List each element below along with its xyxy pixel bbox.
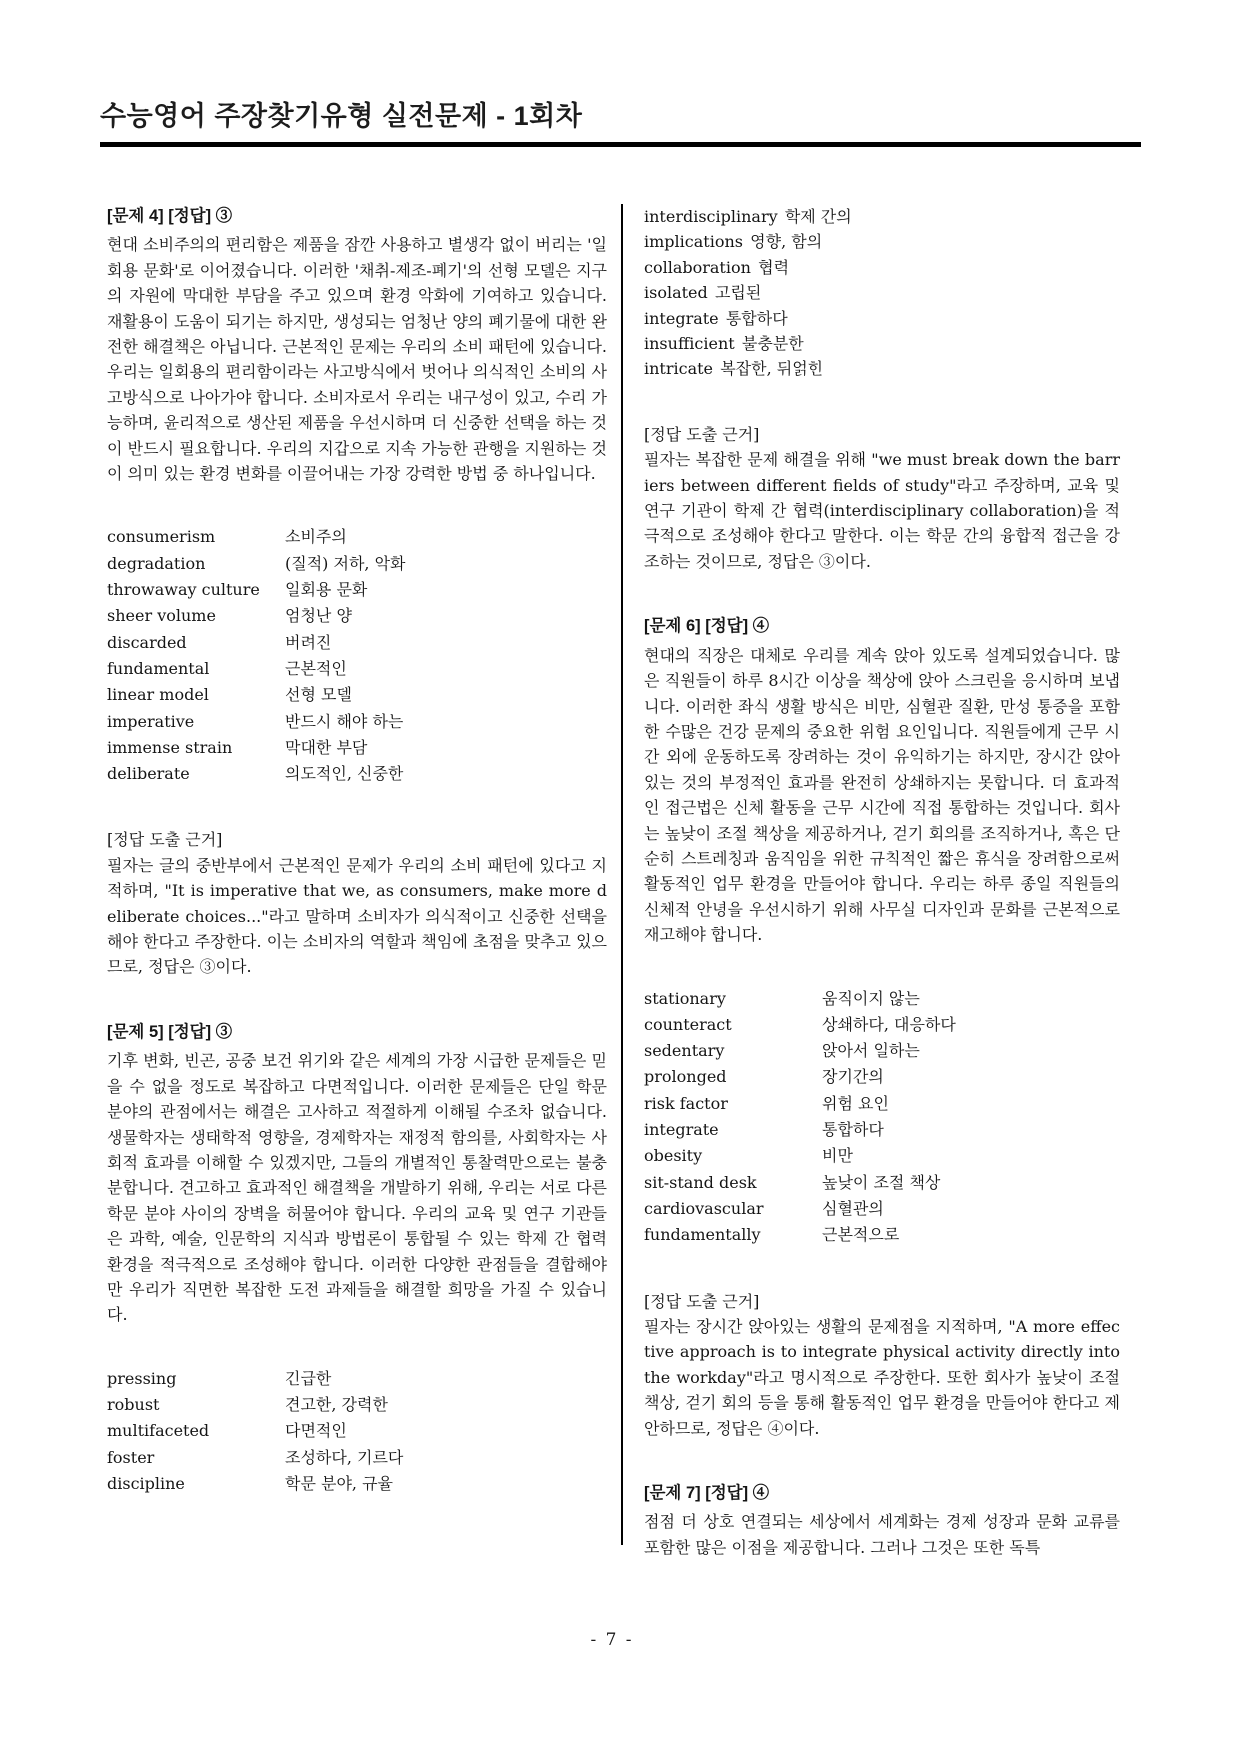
vocab-word: sedentary (644, 1041, 725, 1061)
vocab-meaning: 버려진 (285, 632, 332, 652)
vocab-row (644, 255, 1120, 280)
vocab-meaning: 앉아서 일하는 (822, 1041, 920, 1061)
vocab-row (107, 577, 607, 603)
vocab-meaning: 일회용 문화 (285, 580, 368, 600)
vocab-row (644, 1064, 1120, 1090)
vocab-word: sheer volume (107, 606, 216, 626)
vocab-meaning: 협력 (758, 257, 790, 277)
vocab-row (107, 682, 607, 708)
vocab-meaning: 불충분한 (741, 334, 804, 354)
vocab-row (107, 603, 607, 629)
vocab-row (107, 735, 607, 761)
vocab-word: intricate (644, 359, 714, 379)
vocab-row (107, 709, 607, 735)
vocab-word: deliberate (107, 764, 190, 784)
vocab-meaning: 영향, 함의 (750, 232, 823, 252)
vocab-word: collaboration (644, 257, 751, 277)
vocab-meaning: 막대한 부담 (285, 737, 368, 757)
vocab-word: multifaceted (107, 1421, 210, 1441)
page-header (100, 94, 1141, 133)
vocab-meaning: 상쇄하다, 대응하다 (822, 1014, 956, 1034)
vocab-word: linear model (107, 685, 209, 705)
vocab-row (644, 229, 1120, 254)
vocab-row (107, 1366, 607, 1392)
vocab-row (644, 1196, 1120, 1222)
vocab-word: cardiovascular (644, 1198, 764, 1218)
evidence-heading: [정답 도출 근거] (644, 1291, 760, 1311)
vocab-word: immense strain (107, 737, 233, 757)
vocab-row (644, 986, 1120, 1012)
body-paragraph: 필자는 복잡한 문제 해결을 위해 "we must break down the barriers between different fields of study"라고 주장하며, 교육 및 연구 기관이 학제 간 협력(interdisciplinary collaboration)을 적극적으로 조성해야 한다고 말한다. 이는 학문 간의 융합적 접근을 강조하는 것이므로, 정답은 ③이다. (644, 450, 1120, 571)
vocab-meaning: 선형 모델 (285, 685, 352, 705)
vocab-meaning: 높낮이 조절 책상 (822, 1172, 941, 1192)
evidence-heading: [정답 도출 근거] (107, 830, 223, 850)
vocab-meaning: 학제 간의 (784, 207, 852, 226)
vocab-meaning: 심혈관의 (822, 1198, 884, 1218)
evidence-heading: [정답 도출 근거] (644, 424, 760, 444)
vocab-word: pressing (107, 1368, 177, 1388)
vocab-word: discarded (107, 632, 187, 652)
document-title: 수능영어 주장찾기유형 실전문제 - 1회차 (100, 101, 583, 131)
vocab-word: stationary (644, 988, 726, 1008)
vocab-row (644, 280, 1120, 305)
page-footer (0, 1630, 1224, 1650)
vocab-word: counteract (644, 1014, 732, 1034)
vocab-word: foster (107, 1447, 155, 1467)
vocab-word: prolonged (644, 1067, 727, 1087)
vocab-meaning: 다면적인 (285, 1421, 347, 1441)
page-number: - 7 - (590, 1630, 634, 1650)
vocab-row (644, 1143, 1120, 1169)
vocab-row (107, 1471, 607, 1497)
vocab-word: throwaway culture (107, 580, 260, 600)
vocab-word: fundamentally (644, 1225, 761, 1245)
vocab-meaning: 위험 요인 (822, 1093, 889, 1113)
vocab-word: degradation (107, 553, 206, 573)
vocab-row (644, 356, 1120, 381)
vocab-meaning: 통합하다 (822, 1120, 884, 1140)
column-divider (621, 204, 623, 1545)
vocab-row (107, 630, 607, 656)
vocab-row (107, 1392, 607, 1418)
vocab-row (644, 1222, 1120, 1248)
problem-answer-heading: [문제 6] [정답] ④ (644, 617, 770, 636)
vocab-row (644, 1117, 1120, 1143)
vocab-meaning: 비만 (822, 1146, 853, 1166)
vocab-word: isolated (644, 283, 708, 303)
vocab-meaning: 엄청난 양 (285, 606, 352, 626)
vocab-word: fundamental (107, 658, 210, 678)
vocab-row (107, 524, 607, 550)
vocab-meaning: 근본적인 (285, 658, 347, 678)
vocab-row (107, 761, 607, 787)
vocab-row (644, 1091, 1120, 1117)
vocab-row (644, 1012, 1120, 1038)
column-right (644, 204, 1120, 1560)
vocab-meaning: 긴급한 (285, 1368, 332, 1388)
vocab-word: robust (107, 1395, 160, 1415)
vocab-row (644, 306, 1120, 331)
body-paragraph: 기후 변화, 빈곤, 공중 보건 위기와 같은 세계의 가장 시급한 문제들은 믿을 수 없을 정도로 복잡하고 다면적입니다. 이러한 문제들은 단일 학문 분야의 관점에서는 해결은 고사하고 적절하게 이해될 수조차 없습니다. 생물학자는 생태학적 영향을, 경제학자는 재정적 함의를, 사회학자는 사회적 효과를 이해할 수 있겠지만, 그들의 개별적인 통찰력만으로는 불충분합니다. 견고하고 효과적인 해결책을 개발하기 위해, 우리는 서로 다른 학문 분야 사이의 장벽을 허물어야 합니다. 우리의 교육 및 연구 기관들은 과학, 예술, 인문학의 지식과 방법론이 통합될 수 있는 학제 간 협력 환경을 적극적으로 조성해야 합니다. 이러한 다양한 관점들을 결합해야만 우리가 직면한 복잡한 도전 과제들을 해결할 희망을 가질 수 있습니다. (107, 1051, 607, 1325)
vocab-word: integrate (644, 1120, 719, 1140)
vocab-table (644, 986, 1120, 1249)
vocab-meaning: 소비주의 (285, 527, 347, 547)
vocab-row (644, 1038, 1120, 1064)
vocab-meaning: 반드시 해야 하는 (285, 711, 404, 731)
vocab-table (107, 524, 607, 787)
vocab-word: risk factor (644, 1093, 728, 1113)
body-paragraph: 필자는 글의 중반부에서 근본적인 문제가 우리의 소비 패턴에 있다고 지적하며, "It is imperative that we, as consumers, make more deliberate choices..."라고 말하며 소비자가 의식적이고 신중한 선택을 해야 한다고 주장한다. 이는 소비자의 역할과 책임에 초점을 맞추고 있으므로, 정답은 ③이다. (107, 855, 607, 977)
vocab-row (107, 551, 607, 577)
vocab-word: interdisciplinary (644, 207, 778, 226)
vocab-meaning: 조성하다, 기르다 (285, 1447, 404, 1467)
problem-answer-heading: [문제 5] [정답] ③ (107, 1022, 233, 1041)
vocab-row (644, 331, 1120, 356)
vocab-meaning: 근본적으로 (822, 1225, 900, 1245)
vocab-meaning: (질적) 저하, 악화 (285, 553, 406, 573)
body-paragraph: 필자는 장시간 앉아있는 생활의 문제점을 지적하며, "A more effective approach is to integrate physical activity directly into the workday"라고 명시적으로 주장한다. 또한 회사가 높낮이 조절 책상, 걷기 회의 등을 통해 활동적인 업무 환경을 만들어야 한다고 제안하므로, 정답은 ④이다. (644, 1316, 1120, 1438)
vocab-meaning: 움직이지 않는 (822, 988, 920, 1008)
vocab-word: obesity (644, 1146, 703, 1166)
body-paragraph: 현대 소비주의의 편리함은 제품을 잠깐 사용하고 별생각 없이 버리는 '일회용 문화'로 이어졌습니다. 이러한 '채취-제조-폐기'의 선형 모델은 지구의 자원에 막대한 부담을 주고 있으며 환경 악화에 기여하고 있습니다. 재활용이 도움이 되기는 하지만, 생성되는 엄청난 양의 폐기물에 대한 완전한 해결책은 아닙니다. 근본적인 문제는 우리의 소비 패턴에 있습니다. 우리는 일회용의 편리함이라는 사고방식에서 벗어나 의식적인 소비의 사고방식으로 나아가야 합니다. 소비자로서 우리는 내구성이 있고, 수리 가능하며, 윤리적으로 생산된 제품을 우선시하며 더 신중한 선택을 하는 것이 반드시 필요합니다. 우리의 지갑으로 지속 가능한 관행을 지원하는 것이 의미 있는 환경 변화를 이끌어내는 가장 강력한 방법 중 하나입니다. (107, 235, 607, 484)
vocab-word: imperative (107, 711, 195, 731)
vocab-word: sit-stand desk (644, 1172, 757, 1192)
vocab-word: implications (644, 232, 743, 252)
column-left (107, 204, 607, 1497)
vocab-word: integrate (644, 308, 719, 328)
vocab-row (107, 1445, 607, 1471)
vocab-word: insufficient (644, 334, 735, 354)
header-divider (100, 142, 1141, 147)
vocab-meaning: 견고한, 강력한 (285, 1395, 388, 1415)
vocab-word: consumerism (107, 527, 216, 547)
problem-answer-heading: [문제 4] [정답] ③ (107, 207, 233, 225)
vocab-meaning: 장기간의 (822, 1067, 884, 1087)
vocab-meaning: 고립된 (714, 283, 762, 303)
body-paragraph: 점점 더 상호 연결되는 세상에서 세계화는 경제 성장과 문화 교류를 포함한 많은 이점을 제공합니다. 그러나 그것은 또한 독특 (644, 1512, 1120, 1557)
vocab-meaning: 통합하다 (725, 308, 788, 328)
vocab-row (107, 656, 607, 682)
vocab-row (644, 204, 1120, 229)
vocab-meaning: 학문 분야, 규율 (285, 1473, 393, 1493)
vocab-table (107, 1366, 607, 1497)
body-paragraph: 현대의 직장은 대체로 우리를 계속 앉아 있도록 설계되었습니다. 많은 직원들이 하루 8시간 이상을 책상에 앉아 스크린을 응시하며 보냅니다. 이러한 좌식 생활 방식은 비만, 심혈관 질환, 만성 통증을 포함한 수많은 건강 문제의 중요한 위험 요인입니다. 직원들에게 근무 시간 외에 운동하도록 장려하는 것이 유익하기는 하지만, 장시간 앉아 있는 것의 부정적인 효과를 완전히 상쇄하지는 못합니다. 더 효과적인 접근법은 신체 활동을 근무 시간에 직접 통합하는 것입니다. 회사는 높낮이 조절 책상을 제공하거나, 걷기 회의를 조직하거나, 혹은 단순히 스트레칭과 움직임을 위한 규칙적인 짧은 휴식을 장려함으로써 활동적인 업무 환경을 만들어야 합니다. 우리는 하루 종일 직원들의 신체적 안녕을 우선시하기 위해 사무실 디자인과 문화를 근본적으로 재고해야 합니다. (644, 645, 1120, 945)
vocab-row (107, 1418, 607, 1444)
vocab-row (644, 1170, 1120, 1196)
vocab-word: discipline (107, 1473, 185, 1493)
vocab-meaning: 복잡한, 뒤얽힌 (720, 359, 824, 379)
vocab-meaning: 의도적인, 신중한 (285, 764, 404, 784)
vocab-list-inline (644, 204, 1120, 382)
problem-answer-heading: [문제 7] [정답] ④ (644, 1483, 770, 1502)
